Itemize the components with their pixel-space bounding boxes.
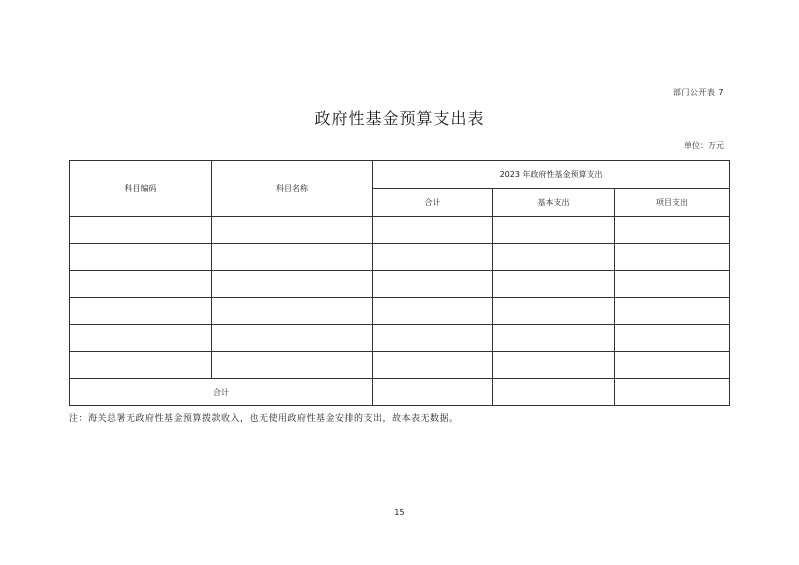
- table-cell: [373, 298, 493, 325]
- column-group-header: 2023 年政府性基金预算支出: [373, 161, 730, 189]
- table-cell: [493, 352, 615, 379]
- table-cell: [615, 271, 730, 298]
- footnote: 注：海关总署无政府性基金预算拨款收入，也无使用政府性基金安排的支出，故本表无数据。: [69, 414, 459, 424]
- table-cell: [615, 298, 730, 325]
- table-row: [70, 325, 730, 352]
- table-cell: [615, 244, 730, 271]
- unit-label: 单位：万元: [684, 141, 724, 150]
- page-title: 政府性基金预算支出表: [314, 109, 485, 128]
- table-cell: [212, 298, 373, 325]
- column-header-project: 项目支出: [615, 189, 730, 217]
- table-cell: [212, 325, 373, 352]
- table-body: [70, 217, 730, 406]
- table-cell: [373, 244, 493, 271]
- budget-table: [69, 160, 730, 406]
- table-cell: [615, 352, 730, 379]
- table-cell: [373, 379, 493, 406]
- table-cell: [70, 352, 212, 379]
- table-cell: [373, 217, 493, 244]
- table-cell: [70, 217, 212, 244]
- column-header-total: 合计: [373, 189, 493, 217]
- table-cell: [70, 298, 212, 325]
- table-cell: [70, 271, 212, 298]
- column-header-basic: 基本支出: [493, 189, 615, 217]
- table-cell: [212, 271, 373, 298]
- table-row: [70, 271, 730, 298]
- table-cell: [373, 271, 493, 298]
- column-header-code: 科目编码: [70, 161, 212, 217]
- table-cell: [212, 352, 373, 379]
- total-row-label: 合计: [70, 379, 373, 406]
- table-cell: [615, 217, 730, 244]
- table-cell: [493, 244, 615, 271]
- table-cell: [70, 244, 212, 271]
- table-cell: [493, 217, 615, 244]
- table-cell: [493, 325, 615, 352]
- table-cell: [615, 379, 730, 406]
- table-row: [70, 217, 730, 244]
- page-number: 15: [394, 508, 405, 517]
- table-number-label: 部门公开表 7: [672, 88, 724, 97]
- table-cell: [373, 325, 493, 352]
- column-header-name: 科目名称: [212, 161, 373, 217]
- table-cell: [212, 244, 373, 271]
- table-cell: [212, 217, 373, 244]
- table-cell: [615, 325, 730, 352]
- table-cell: [493, 379, 615, 406]
- table-row: [70, 244, 730, 271]
- table-cell: [70, 325, 212, 352]
- table-row: [70, 352, 730, 379]
- table-cell: [373, 352, 493, 379]
- table-cell: [493, 271, 615, 298]
- total-row: [70, 379, 730, 406]
- table-row: [70, 298, 730, 325]
- table-cell: [493, 298, 615, 325]
